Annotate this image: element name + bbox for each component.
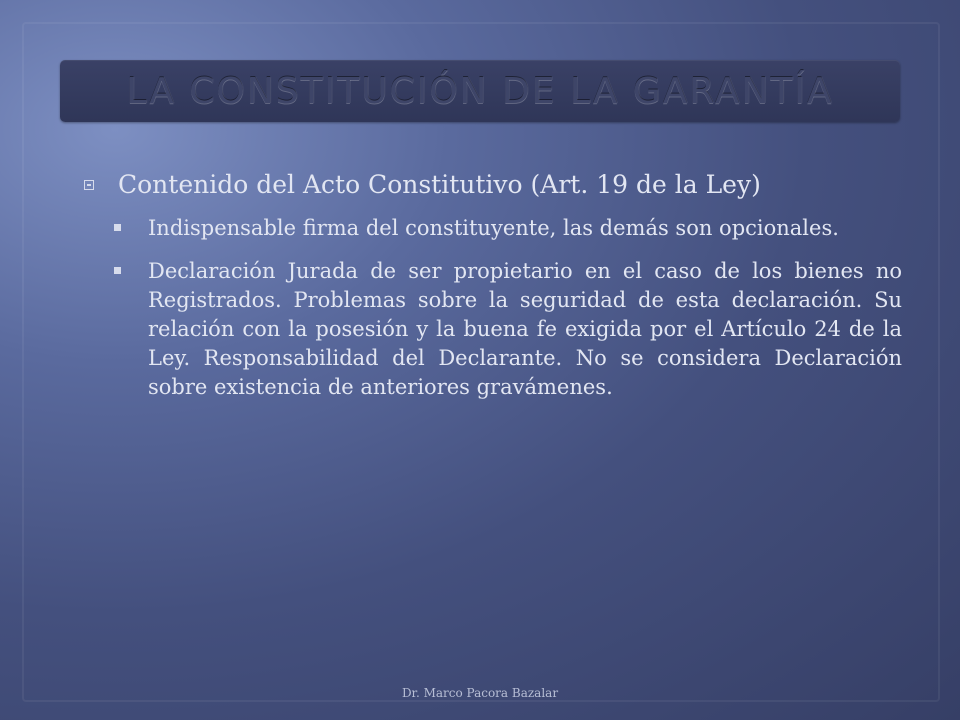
slide-content [84, 168, 902, 416]
slide-title: LA CONSTITUCIÓN DE LA GARANTÍA [126, 70, 834, 112]
sub-bullet-item [114, 257, 902, 402]
bullet-text: Contenido del Acto Constitutivo (Art. 19 de la Ley) [118, 170, 761, 199]
small-square-bullet-icon [114, 267, 121, 274]
sub-bullet-item [114, 214, 902, 243]
small-square-bullet-icon [114, 224, 121, 231]
sub-bullet-text: Indispensable firma del constituyente, las demás son opcionales. [148, 216, 839, 240]
footer-author: Dr. Marco Pacora Bazalar [401, 686, 559, 700]
sub-bullet-text: Declaración Jurada de ser propietario en el caso de los bienes no Registrados. Problemas sobre la seguridad de esta declaración. Su relación con la posesión y la buena fe exigida por el Artículo 24 de la Ley. Responsabilidad del Declarante. No se considera Declaración sobre existencia de anteriores gravámenes. [148, 259, 902, 399]
bullet-item [84, 168, 902, 202]
square-bullet-icon [84, 180, 94, 190]
